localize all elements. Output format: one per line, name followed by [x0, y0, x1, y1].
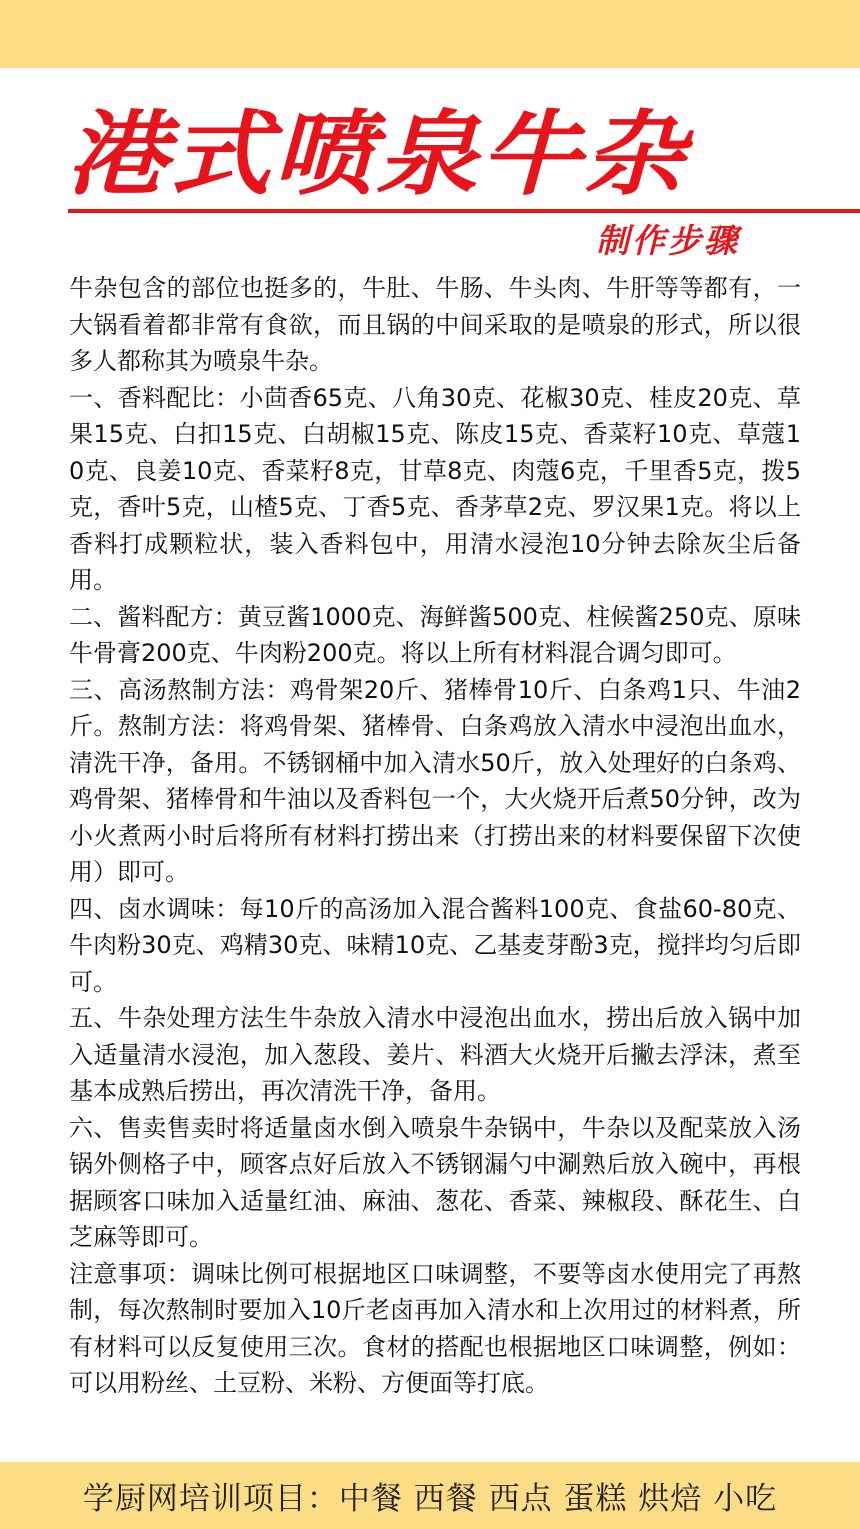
broth-method-paragraph: 三、高汤熬制方法：鸡骨架20斤、猪棒骨10斤、白条鸡1只、牛油2斤。熬制方法：将鸡骨架、猪棒骨、白条鸡放入清水中浸泡出血水，清洗干净，备用。不锈钢桶中加入清水50斤，放入处理好的白条鸡、鸡骨架、猪棒骨和牛油以及香料包一个，大火烧开后煮50分钟，改为小火煮两小时后将所有材料打捞出来（打捞出来的材料要保留下次使用）即可。 — [69, 675, 801, 886]
serving-paragraph: 六、售卖售卖时将适量卤水倒入喷泉牛杂锅中，牛杂以及配菜放入汤锅外侧格子中，顾客点好后放入不锈钢漏勺中涮熟后放入碗中，再根据顾客口味加入适量红油、麻油、葱花、香菜、辣椒段、酥花生、白芝麻等即可。 — [69, 1113, 801, 1251]
offal-processing-paragraph: 五、牛杂处理方法生牛杂放入清水中浸泡出血水，捞出后放入锅中加入适量清水浸泡，加入葱段、姜片、料酒大火烧开后撇去浮沫，煮至基本成熟后捞出，再次清洗干净，备用。 — [69, 1004, 801, 1105]
page-title: 港式喷泉牛杂 — [66, 101, 687, 208]
brine-seasoning-paragraph: 四、卤水调味：每10斤的高汤加入混合酱料100克、食盐60-80克、牛肉粉30克、鸡精30克、味精10克、乙基麦芽酚3克，搅拌均匀后即可。 — [69, 894, 801, 996]
top-banner-band — [0, 0, 860, 68]
title-underline — [68, 209, 860, 213]
footer-text: 学厨网培训项目：中餐 西餐 西点 蛋糕 烘焙 小吃 — [82, 1481, 778, 1517]
article-body — [69, 270, 801, 1402]
footer-banner — [0, 1462, 860, 1529]
spice-ratio-paragraph: 一、香料配比：小茴香65克、八角30克、花椒30克、桂皮20克、草果15克、白扣15克、白胡椒15克、陈皮15克、香菜籽10克、草蔻10克、良姜10克、香菜籽8克，甘草8克、肉蔻6克，千里香5克，拨5克，香叶5克，山楂5克、丁香5克、香茅草2克、罗汉果1克。将以上香料打成颗粒状，装入香料包中，用清水浸泡10分钟去除灰尘后备用。 — [69, 383, 801, 594]
intro-paragraph: 牛杂包含的部位也挺多的，牛肚、牛肠、牛头肉、牛肝等等都有，一大锅看着都非常有食欲，而且锅的中间采取的是喷泉的形式，所以很多人都称其为喷泉牛杂。 — [69, 274, 801, 375]
sauce-recipe-paragraph: 二、酱料配方：黄豆酱1000克、海鲜酱500克、柱候酱250克、原味牛骨膏200克、牛肉粉200克。将以上所有材料混合调匀即可。 — [69, 602, 801, 667]
notes-paragraph: 注意事项：调味比例可根据地区口味调整，不要等卤水使用完了再熬制，每次熬制时要加入10斤老卤再加入清水和上次用过的材料煮，所有材料可以反复使用三次。食材的搭配也根据地区口味调整，例如：可以用粉丝、土豆粉、米粉、方便面等打底。 — [69, 1259, 801, 1397]
page-subtitle: 制作步骤 — [596, 221, 740, 260]
